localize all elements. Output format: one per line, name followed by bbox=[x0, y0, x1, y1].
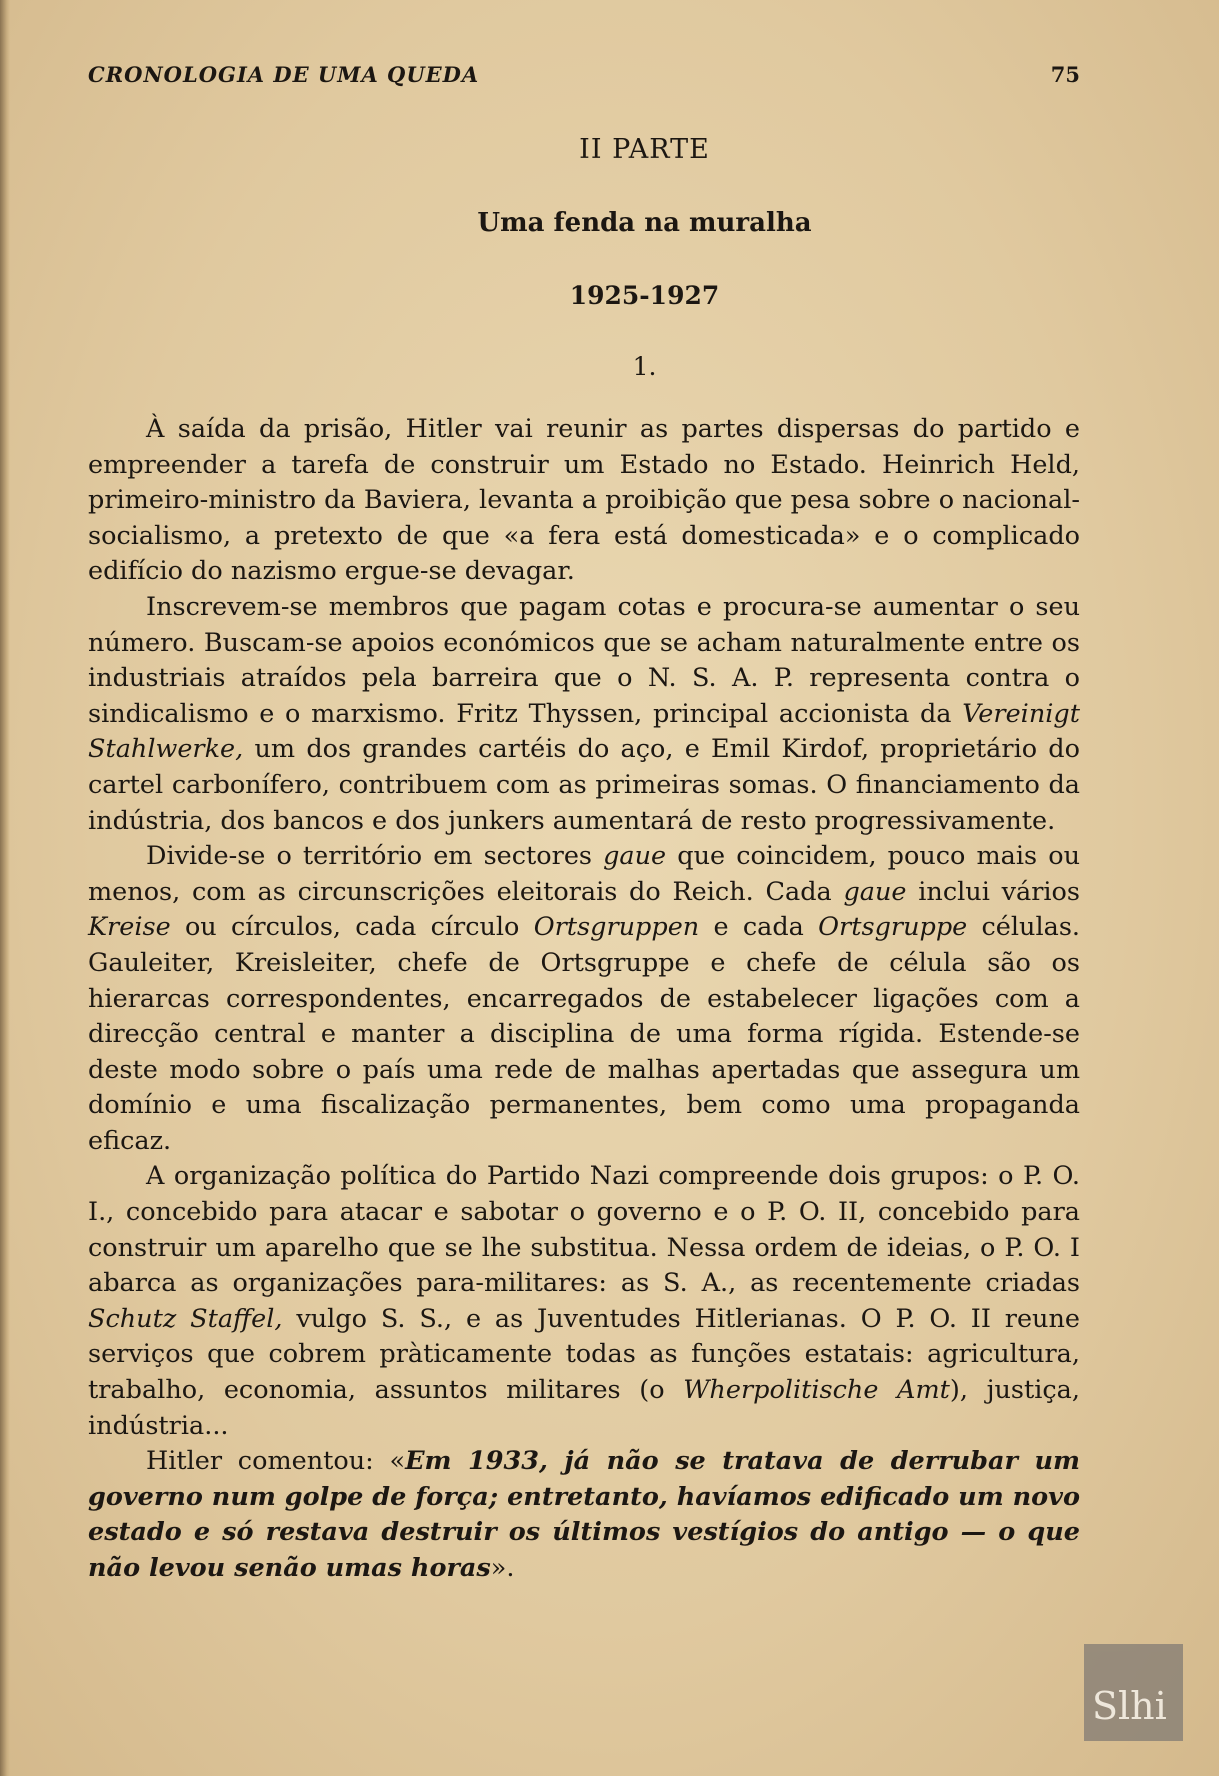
italic-term: Kreise bbox=[88, 912, 171, 943]
italic-term: gaue bbox=[603, 841, 667, 872]
running-title: CRONOLOGIA DE UMA QUEDA bbox=[88, 62, 480, 87]
paragraph-text: que coincidem, pouco mais ou menos, com as circunscrições eleitorais do Reich. Cada bbox=[88, 841, 1080, 907]
paragraph-text: ou círculos, cada círculo bbox=[170, 912, 534, 943]
italic-term: gaue bbox=[843, 876, 907, 907]
paragraph bbox=[88, 1444, 1080, 1586]
running-header bbox=[88, 62, 1080, 96]
italic-term: Schutz Staffel, bbox=[88, 1303, 283, 1334]
paragraph-text: À saída da prisão, Hitler vai reunir as partes dispersas do partido e empreender a tarefa de construir um Estado no Estado. Heinrich Held, primeiro-ministro da Baviera, levanta a proibição que pesa sobre o nacional-socialismo, a pretexto de que «a fera está domesticada» e o complicado edifício do nazismo ergue-se devagar. bbox=[88, 414, 1080, 587]
paragraph-text: Inscrevem-se membros que pagam cotas e procura-se aumentar o seu número. Buscam-se apoios económicos que se acham naturalmente entre os industriais atraídos pela barreira que o N. S. A. P. representa contra o sindicalismo e o marxismo. Fritz Thyssen, principal accionista da bbox=[88, 591, 1080, 729]
italic-term: Ortsgruppen bbox=[533, 912, 700, 943]
paragraph-text: Hitler comentou: « bbox=[146, 1446, 406, 1477]
library-watermark-logo bbox=[1084, 1644, 1183, 1741]
paragraph-text: células. Gauleiter, Kreisleiter, chefe de Ortsgruppe e chefe de célula são os hierarcas correspondentes, encarregados de estabelecer ligações com a direcção central e manter a disciplina de uma forma rígida. Estende-se deste modo sobre o país uma rede de malhas apertadas que assegura um domínio e uma fiscalização permanentes, bem como uma propaganda eficaz. bbox=[88, 912, 1081, 1156]
paragraph-text: inclui vários bbox=[906, 876, 1080, 907]
italic-term: Ortsgruppe bbox=[818, 912, 968, 943]
paragraph-text: Divide-se o território em sectores bbox=[146, 841, 604, 872]
paragraph-text: A organização política do Partido Nazi compreende dois grupos: o P. O. I., concebido para atacar e sabotar o governo e o P. O. II, concebido para construir um aparelho que se lhe substitua. Nessa ordem de ideias, o P. O. I abarca as organizações para-militares: as S. A., as recentemente criadas bbox=[88, 1161, 1080, 1299]
chapter-title: Uma fenda na muralha bbox=[477, 208, 812, 238]
paragraph-text: ». bbox=[490, 1553, 515, 1583]
paragraph-text: vulgo S. S., e as Juventudes Hitlerianas. O P. O. II reune serviços que cobrem pràticamente todas as funções estatais: agricultura, trabalho, economia, assuntos militares (o bbox=[88, 1303, 1080, 1406]
paragraph bbox=[88, 590, 1080, 839]
paragraph-text: um dos grandes cartéis do aço, e Emil Kirdof, proprietário do cartel carbonífero, contribuem com as primeiras somas. O financiamento da indústria, dos bancos e dos junkers aumentará de resto progressivamente. bbox=[88, 734, 1080, 836]
paragraph-text: ), justiça, indústria... bbox=[88, 1375, 1080, 1441]
page-binding-edge bbox=[0, 0, 10, 1776]
paragraph bbox=[88, 1159, 1080, 1444]
page-number: 75 bbox=[1050, 62, 1080, 87]
hitler-quote: Em 1933, já não se tratava de derrubar um governo num golpe de força; entretanto, havíamos edificado um novo estado e só restava destruir os últimos vestígios do antigo — o que não levou senão umas horas bbox=[88, 1446, 1080, 1583]
paragraph bbox=[88, 412, 1080, 590]
italic-term: Wherpolitische Amt bbox=[683, 1375, 950, 1406]
paragraph-text: e cada bbox=[699, 912, 819, 943]
paragraph bbox=[88, 839, 1080, 1159]
watermark-text: Slhi bbox=[1092, 1684, 1167, 1728]
section-number: 1. bbox=[632, 352, 657, 381]
chapter-years: 1925-1927 bbox=[569, 281, 720, 310]
part-heading: II PARTE bbox=[579, 134, 710, 165]
body-text bbox=[88, 412, 1080, 1587]
italic-term: Vereinigt Stahlwerke, bbox=[88, 698, 1080, 765]
